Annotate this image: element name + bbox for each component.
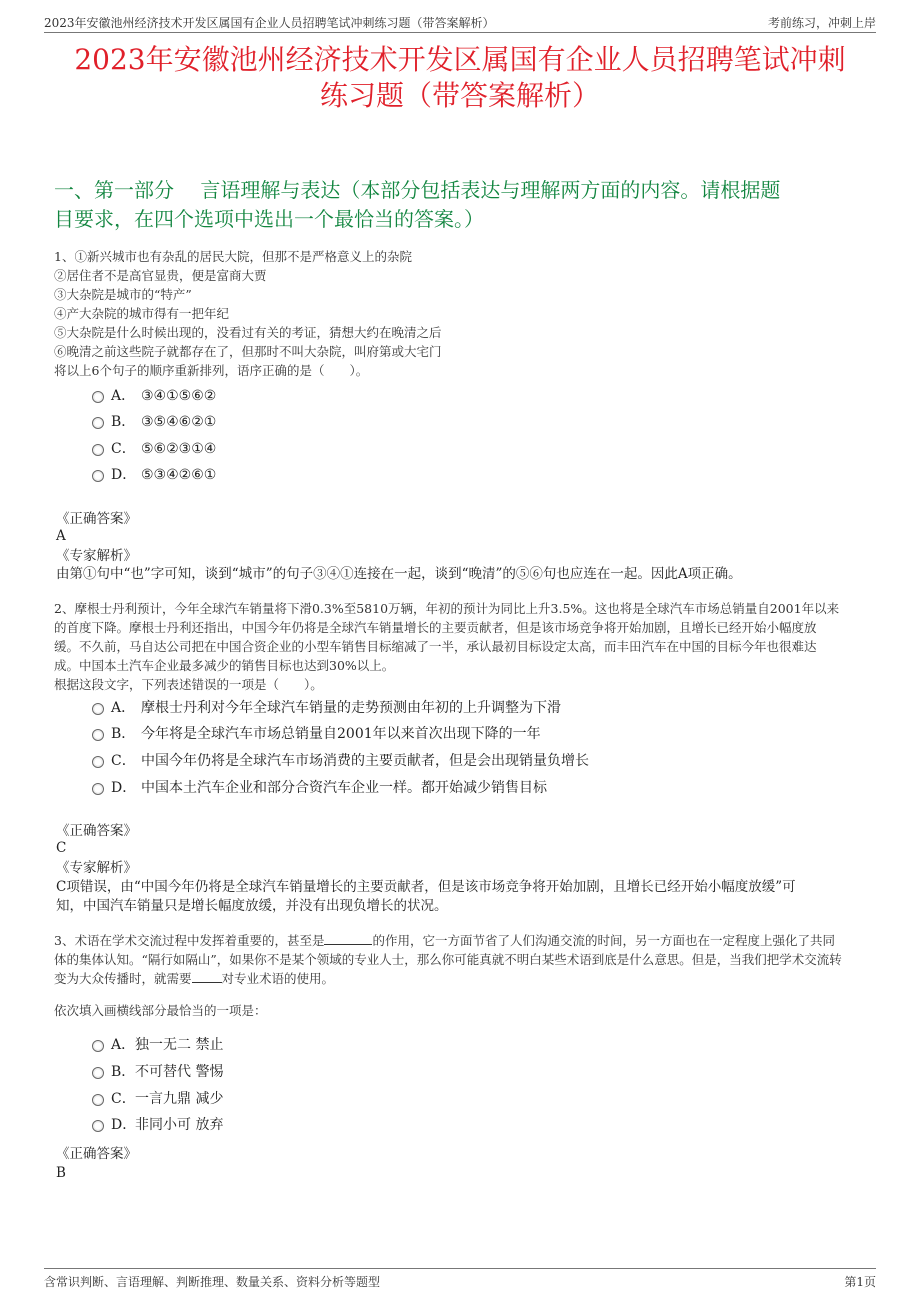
q2-analysis <box>56 878 876 916</box>
q1-line: ④产大杂院的城市得有一把年纪 <box>54 306 230 321</box>
radio-icon[interactable] <box>92 1120 104 1132</box>
q2-option-a[interactable]: A． 摩根士丹利对今年全球汽车销量的走势预测由年初的上升调整为下滑 <box>92 697 561 719</box>
q1-line: 将以上6个句子的顺序重新排列，语序正确的是（ ）。 <box>54 363 369 378</box>
q3-option-b[interactable]: B．不可替代 警惕 <box>92 1061 223 1083</box>
section-heading <box>54 176 866 234</box>
page-header <box>44 10 876 33</box>
q1-analysis-label: 《专家解析》 <box>56 548 137 564</box>
q2-line: 2、摩根士丹利预计，今年全球汽车销量将下滑0.3%至5810万辆，年初的预计为同比上升3.5%。这也将是全球汽车市场总销量自2001年以来 <box>54 601 840 616</box>
q1-answer: A <box>56 528 66 544</box>
q2-option-b[interactable]: B． 今年将是全球汽车市场总销量自2001年以来首次出现下降的一年 <box>92 723 541 745</box>
q2-analysis-line: 知，中国汽车销量只是增长幅度放缓，并没有出现负增长的状况。 <box>56 898 448 914</box>
q2-line: 根据这段文字，下列表述错误的一项是（ ）。 <box>54 677 323 692</box>
q2-line: 缓。不久前，马自达公司把在中国合资企业的小型车销售目标缩减了一半，承认最初目标设定太高，而丰田汽车在中国的目标今年也很难达 <box>54 639 817 654</box>
question-1-stem <box>54 247 864 380</box>
q1-option-c[interactable]: C． ⑤⑥②③①④ <box>92 438 216 460</box>
radio-icon[interactable] <box>92 470 104 482</box>
q2-option-c[interactable]: C． 中国今年仍将是全球汽车市场消费的主要贡献者，但是会出现销量负增长 <box>92 750 589 772</box>
radio-icon[interactable] <box>92 1067 104 1079</box>
q3-prompt: 依次填入画横线部分最恰当的一项是： <box>54 1003 267 1018</box>
radio-icon[interactable] <box>92 756 104 768</box>
q3-option-c[interactable]: C．一言九鼎 减少 <box>92 1088 223 1110</box>
question-3-stem <box>54 931 864 988</box>
q2-answer: C <box>56 840 67 856</box>
q1-line: ③大杂院是城市的“特产” <box>54 287 192 302</box>
section-line-1: 一、第一部分 言语理解与表达（本部分包括表达与理解两方面的内容。请根据题 <box>54 178 781 202</box>
title-line-1: 2023年安徽池州经济技术开发区属国有企业人员招聘笔试冲刺 <box>74 43 846 76</box>
radio-icon[interactable] <box>92 444 104 456</box>
q1-line: ②居住者不是高官显贵，便是富商大贾 <box>54 268 267 283</box>
q2-line: 的首度下降。摩根士丹利还指出，中国今年仍将是全球汽车销量增长的主要贡献者，但是该市场竞争将开始加剧，且增长已经开始小幅度放 <box>54 620 817 635</box>
section-line-2: 目要求，在四个选项中选出一个最恰当的答案。） <box>54 207 484 231</box>
fill-blank <box>324 932 372 945</box>
q2-option-d[interactable]: D． 中国本土汽车企业和部分合资汽车企业一样。都开始减少销售目标 <box>92 777 547 799</box>
q3-answer-label: 《正确答案》 <box>56 1146 137 1162</box>
q3-answer: B <box>56 1165 66 1181</box>
q2-analysis-label: 《专家解析》 <box>56 860 137 876</box>
q1-answer-label: 《正确答案》 <box>56 511 137 527</box>
question-2-stem <box>54 599 864 694</box>
header-title: 2023年安徽池州经济技术开发区属国有企业人员招聘笔试冲刺练习题（带答案解析） <box>44 16 495 30</box>
q3-line: 体的集体认知。“隔行如隔山”，如果你不是某个领域的专业人士，那么你可能真就不明白某些术语到底是什么意思。但是，当我们把学术交流转 <box>54 952 842 967</box>
q2-line: 成。中国本土汽车企业最多减少的销售目标也达到30%以上。 <box>54 658 395 673</box>
title-line-2: 练习题（带答案解析） <box>319 79 600 112</box>
q3-option-d[interactable]: D．非同小可 放弃 <box>92 1114 223 1136</box>
q1-line: 1、①新兴城市也有杂乱的居民大院，但那不是严格意义上的杂院 <box>54 249 412 264</box>
radio-icon[interactable] <box>92 729 104 741</box>
radio-icon[interactable] <box>92 783 104 795</box>
radio-icon[interactable] <box>92 1040 104 1052</box>
q3-line: 变为大众传播时，就需要 对专业术语的使用。 <box>54 971 335 986</box>
q1-option-a[interactable]: A． ③④①⑤⑥② <box>92 385 216 407</box>
q1-option-b[interactable]: B． ③⑤④⑥②① <box>92 411 216 433</box>
q3-option-a[interactable]: A．独一无二 禁止 <box>92 1034 223 1056</box>
q1-line: ⑥晚清之前这些院子就都存在了，但那时不叫大杂院，叫府第或大宅门 <box>54 344 442 359</box>
page-footer <box>44 1268 876 1289</box>
header-slogan: 考前练习，冲刺上岸 <box>767 16 876 30</box>
radio-icon[interactable] <box>92 391 104 403</box>
footer-note: 含常识判断、言语理解、判断推理、数量关系、资料分析等题型 <box>44 1275 381 1289</box>
q2-analysis-line: C项错误，由“中国今年仍将是全球汽车销量增长的主要贡献者，但是该市场竞争将开始加剧，且增长已经开始小幅度放缓”可 <box>56 879 796 895</box>
page-number: 第1页 <box>844 1275 876 1289</box>
q1-analysis: 由第①句中“也”字可知，谈到“城市”的句子③④①连接在一起，谈到“晚清”的⑤⑥句也应连在一起。因此A项正确。 <box>56 566 742 582</box>
radio-icon[interactable] <box>92 417 104 429</box>
fill-blank <box>192 970 222 983</box>
document-title <box>44 42 876 114</box>
q1-line: ⑤大杂院是什么时候出现的，没看过有关的考证，猜想大约在晚清之后 <box>54 325 442 340</box>
q3-line: 3、术语在学术交流过程中发挥着重要的，甚至是 的作用，它一方面节省了人们沟通交流的时间，另一方面也在一定程度上强化了共同 <box>54 933 835 948</box>
q1-option-d[interactable]: D． ⑤③④②⑥① <box>92 464 216 486</box>
q2-answer-label: 《正确答案》 <box>56 823 137 839</box>
radio-icon[interactable] <box>92 1094 104 1106</box>
radio-icon[interactable] <box>92 703 104 715</box>
